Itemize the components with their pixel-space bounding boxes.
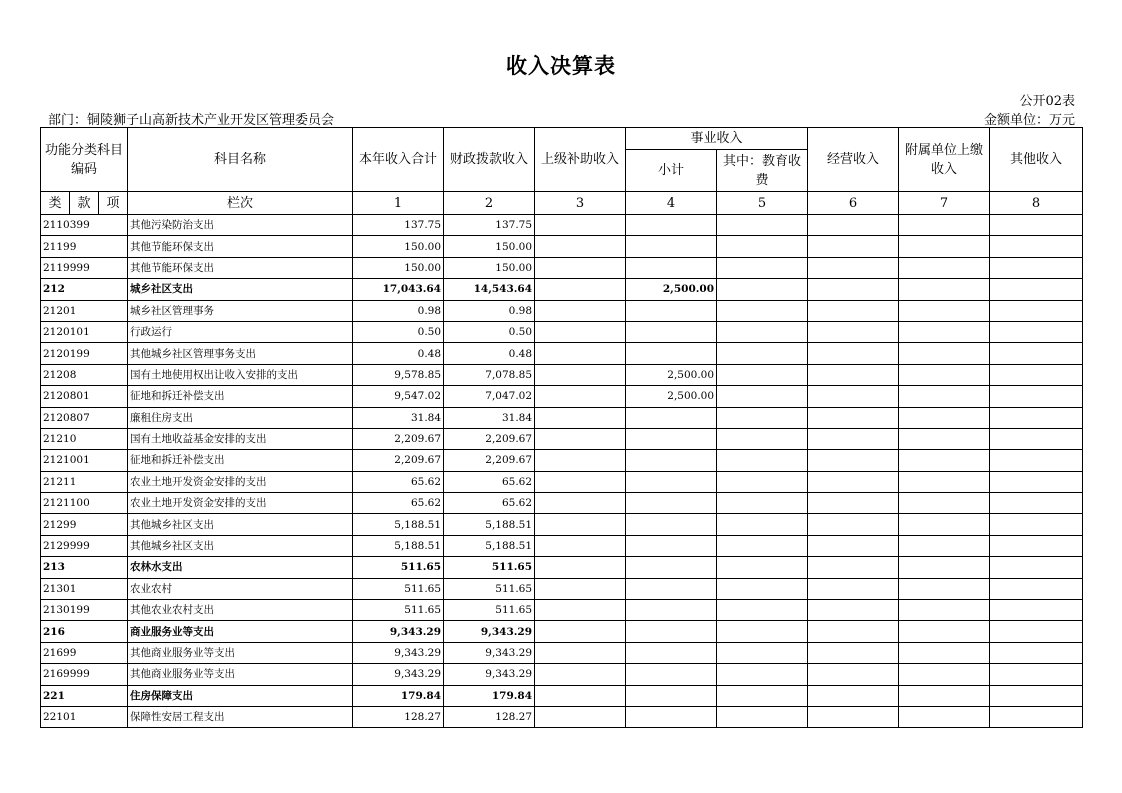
row-code: 2129999 <box>41 535 128 556</box>
col-num-5: 5 <box>717 192 808 215</box>
row-education <box>717 215 808 236</box>
header-business: 事业收入 <box>626 128 808 150</box>
row-code: 212 <box>41 279 128 300</box>
row-subsidy <box>535 428 626 449</box>
row-total: 0.98 <box>353 300 444 321</box>
row-education <box>717 642 808 663</box>
row-subsidy <box>535 642 626 663</box>
row-affiliated <box>899 535 990 556</box>
col-num-3: 3 <box>535 192 626 215</box>
row-fiscal: 128.27 <box>444 706 535 727</box>
row-education <box>717 493 808 514</box>
row-affiliated <box>899 514 990 535</box>
row-business-subtotal <box>626 664 717 685</box>
row-code: 221 <box>41 685 128 706</box>
row-name: 住房保障支出 <box>128 685 353 706</box>
row-business-subtotal <box>626 343 717 364</box>
row-affiliated <box>899 664 990 685</box>
row-code: 21299 <box>41 514 128 535</box>
row-total: 31.84 <box>353 407 444 428</box>
row-education <box>717 321 808 342</box>
row-code: 2120801 <box>41 386 128 407</box>
row-business-subtotal <box>626 535 717 556</box>
row-education <box>717 428 808 449</box>
col-num-4: 4 <box>626 192 717 215</box>
page-title: 收入决算表 <box>506 54 616 78</box>
row-code: 2120199 <box>41 343 128 364</box>
income-table <box>40 127 1083 728</box>
row-subsidy <box>535 706 626 727</box>
header-kuan: 款 <box>70 192 99 215</box>
row-code: 21199 <box>41 236 128 257</box>
row-fiscal: 2,209.67 <box>444 428 535 449</box>
row-code: 21699 <box>41 642 128 663</box>
row-name: 其他城乡社区管理事务支出 <box>128 343 353 364</box>
row-operating <box>808 450 899 471</box>
row-other <box>990 321 1083 342</box>
row-other <box>990 450 1083 471</box>
row-other <box>990 664 1083 685</box>
row-subsidy <box>535 600 626 621</box>
table-row <box>41 321 1083 342</box>
row-subsidy <box>535 621 626 642</box>
row-name: 农业土地开发资金安排的支出 <box>128 493 353 514</box>
form-number: 公开02表 <box>1019 94 1075 109</box>
row-education <box>717 514 808 535</box>
table-row <box>41 215 1083 236</box>
row-affiliated <box>899 386 990 407</box>
row-other <box>990 236 1083 257</box>
row-total: 9,547.02 <box>353 386 444 407</box>
row-affiliated <box>899 557 990 578</box>
row-business-subtotal: 2,500.00 <box>626 364 717 385</box>
row-education <box>717 364 808 385</box>
row-operating <box>808 407 899 428</box>
row-affiliated <box>899 428 990 449</box>
row-total: 150.00 <box>353 257 444 278</box>
row-affiliated <box>899 578 990 599</box>
row-business-subtotal <box>626 621 717 642</box>
row-affiliated <box>899 407 990 428</box>
row-name: 其他城乡社区支出 <box>128 514 353 535</box>
row-code: 213 <box>41 557 128 578</box>
row-operating <box>808 364 899 385</box>
row-total: 0.48 <box>353 343 444 364</box>
row-other <box>990 257 1083 278</box>
row-operating <box>808 257 899 278</box>
row-name: 行政运行 <box>128 321 353 342</box>
header-lei: 类 <box>41 192 70 215</box>
row-education <box>717 300 808 321</box>
row-operating <box>808 300 899 321</box>
row-code: 2121001 <box>41 450 128 471</box>
table-row <box>41 535 1083 556</box>
row-education <box>717 407 808 428</box>
row-other <box>990 364 1083 385</box>
table-row <box>41 450 1083 471</box>
header-fiscal: 财政拨款收入 <box>444 128 535 192</box>
row-education <box>717 578 808 599</box>
col-num-1: 1 <box>353 192 444 215</box>
row-affiliated <box>899 706 990 727</box>
table-row <box>41 706 1083 727</box>
row-affiliated <box>899 642 990 663</box>
row-name: 其他节能环保支出 <box>128 257 353 278</box>
row-business-subtotal <box>626 300 717 321</box>
header-education: 其中：教育收费 <box>717 150 808 192</box>
table-row <box>41 386 1083 407</box>
header-operating: 经营收入 <box>808 128 899 192</box>
row-other <box>990 600 1083 621</box>
row-business-subtotal <box>626 257 717 278</box>
row-name: 其他农业农村支出 <box>128 600 353 621</box>
row-affiliated <box>899 236 990 257</box>
header-other: 其他收入 <box>990 128 1083 192</box>
row-name: 其他商业服务业等支出 <box>128 664 353 685</box>
col-num-6: 6 <box>808 192 899 215</box>
row-name: 征地和拆迁补偿支出 <box>128 450 353 471</box>
row-business-subtotal <box>626 578 717 599</box>
row-total: 2,209.67 <box>353 450 444 471</box>
row-fiscal: 2,209.67 <box>444 450 535 471</box>
row-total: 511.65 <box>353 600 444 621</box>
row-education <box>717 343 808 364</box>
row-business-subtotal <box>626 471 717 492</box>
row-fiscal: 137.75 <box>444 215 535 236</box>
row-total: 137.75 <box>353 215 444 236</box>
row-affiliated <box>899 450 990 471</box>
row-total: 0.50 <box>353 321 444 342</box>
row-affiliated <box>899 471 990 492</box>
row-subsidy <box>535 535 626 556</box>
table-row <box>41 471 1083 492</box>
row-operating <box>808 279 899 300</box>
row-education <box>717 557 808 578</box>
row-operating <box>808 386 899 407</box>
row-fiscal: 150.00 <box>444 257 535 278</box>
row-code: 21208 <box>41 364 128 385</box>
row-business-subtotal <box>626 450 717 471</box>
row-business-subtotal <box>626 215 717 236</box>
row-total: 65.62 <box>353 493 444 514</box>
row-affiliated <box>899 685 990 706</box>
row-education <box>717 664 808 685</box>
row-operating <box>808 664 899 685</box>
row-name: 农业土地开发资金安排的支出 <box>128 471 353 492</box>
row-code: 21210 <box>41 428 128 449</box>
header-xiang: 项 <box>99 192 128 215</box>
row-operating <box>808 578 899 599</box>
row-education <box>717 257 808 278</box>
header-subtotal: 小计 <box>626 150 717 192</box>
row-business-subtotal <box>626 685 717 706</box>
row-affiliated <box>899 600 990 621</box>
row-total: 511.65 <box>353 578 444 599</box>
row-other <box>990 578 1083 599</box>
table-body <box>41 215 1083 728</box>
row-total: 9,343.29 <box>353 664 444 685</box>
row-total: 2,209.67 <box>353 428 444 449</box>
row-other <box>990 215 1083 236</box>
row-subsidy <box>535 685 626 706</box>
row-code: 22101 <box>41 706 128 727</box>
row-code: 2169999 <box>41 664 128 685</box>
row-code: 2110399 <box>41 215 128 236</box>
row-fiscal: 511.65 <box>444 578 535 599</box>
row-fiscal: 511.65 <box>444 600 535 621</box>
row-operating <box>808 471 899 492</box>
row-total: 17,043.64 <box>353 279 444 300</box>
row-total: 9,343.29 <box>353 642 444 663</box>
row-code: 2119999 <box>41 257 128 278</box>
unit-label: 金额单位：万元 <box>983 113 1075 128</box>
row-business-subtotal: 2,500.00 <box>626 386 717 407</box>
row-name: 商业服务业等支出 <box>128 621 353 642</box>
row-subsidy <box>535 300 626 321</box>
row-subsidy <box>535 386 626 407</box>
row-affiliated <box>899 621 990 642</box>
row-total: 511.65 <box>353 557 444 578</box>
row-subsidy <box>535 407 626 428</box>
row-other <box>990 343 1083 364</box>
table-row <box>41 621 1083 642</box>
row-subsidy <box>535 215 626 236</box>
table-row <box>41 407 1083 428</box>
row-education <box>717 236 808 257</box>
row-operating <box>808 236 899 257</box>
table-row <box>41 364 1083 385</box>
row-subsidy <box>535 236 626 257</box>
row-fiscal: 9,343.29 <box>444 642 535 663</box>
row-name: 其他节能环保支出 <box>128 236 353 257</box>
row-name: 其他城乡社区支出 <box>128 535 353 556</box>
row-operating <box>808 343 899 364</box>
row-affiliated <box>899 364 990 385</box>
row-name: 国有土地收益基金安排的支出 <box>128 428 353 449</box>
row-subsidy <box>535 450 626 471</box>
row-affiliated <box>899 257 990 278</box>
row-business-subtotal <box>626 428 717 449</box>
row-code: 2130199 <box>41 600 128 621</box>
row-fiscal: 14,543.64 <box>444 279 535 300</box>
row-total: 150.00 <box>353 236 444 257</box>
row-fiscal: 65.62 <box>444 471 535 492</box>
row-business-subtotal: 2,500.00 <box>626 279 717 300</box>
row-other <box>990 621 1083 642</box>
row-education <box>717 685 808 706</box>
row-name: 国有土地使用权出让收入安排的支出 <box>128 364 353 385</box>
table-row <box>41 664 1083 685</box>
row-fiscal: 511.65 <box>444 557 535 578</box>
row-operating <box>808 321 899 342</box>
row-code: 21301 <box>41 578 128 599</box>
row-total: 9,578.85 <box>353 364 444 385</box>
row-total: 179.84 <box>353 685 444 706</box>
row-code: 2120807 <box>41 407 128 428</box>
row-other <box>990 428 1083 449</box>
row-other <box>990 557 1083 578</box>
table-row <box>41 300 1083 321</box>
row-operating <box>808 642 899 663</box>
row-subsidy <box>535 321 626 342</box>
row-fiscal: 7,078.85 <box>444 364 535 385</box>
row-business-subtotal <box>626 514 717 535</box>
table-row <box>41 514 1083 535</box>
table-row <box>41 493 1083 514</box>
row-operating <box>808 514 899 535</box>
row-name: 农业农村 <box>128 578 353 599</box>
row-total: 5,188.51 <box>353 514 444 535</box>
row-fiscal: 65.62 <box>444 493 535 514</box>
row-business-subtotal <box>626 321 717 342</box>
table-row <box>41 578 1083 599</box>
row-operating <box>808 493 899 514</box>
header-affiliated: 附属单位上缴收入 <box>899 128 990 192</box>
col-num-7: 7 <box>899 192 990 215</box>
row-other <box>990 642 1083 663</box>
row-other <box>990 685 1083 706</box>
row-business-subtotal <box>626 642 717 663</box>
header-code: 功能分类科目编码 <box>41 128 128 192</box>
table-row <box>41 685 1083 706</box>
row-education <box>717 471 808 492</box>
row-name: 征地和拆迁补偿支出 <box>128 386 353 407</box>
row-education <box>717 450 808 471</box>
row-business-subtotal <box>626 600 717 621</box>
row-subsidy <box>535 557 626 578</box>
row-fiscal: 9,343.29 <box>444 621 535 642</box>
row-fiscal: 5,188.51 <box>444 535 535 556</box>
row-code: 2121100 <box>41 493 128 514</box>
row-other <box>990 386 1083 407</box>
col-num-2: 2 <box>444 192 535 215</box>
row-subsidy <box>535 578 626 599</box>
row-subsidy <box>535 279 626 300</box>
row-operating <box>808 600 899 621</box>
row-operating <box>808 685 899 706</box>
row-code: 216 <box>41 621 128 642</box>
row-subsidy <box>535 664 626 685</box>
table-row <box>41 236 1083 257</box>
row-fiscal: 7,047.02 <box>444 386 535 407</box>
col-num-8: 8 <box>990 192 1083 215</box>
row-business-subtotal <box>626 407 717 428</box>
table-row <box>41 343 1083 364</box>
row-other <box>990 279 1083 300</box>
row-code: 21211 <box>41 471 128 492</box>
row-affiliated <box>899 321 990 342</box>
row-fiscal: 0.98 <box>444 300 535 321</box>
row-name: 保障性安居工程支出 <box>128 706 353 727</box>
row-other <box>990 514 1083 535</box>
row-affiliated <box>899 279 990 300</box>
row-name: 农林水支出 <box>128 557 353 578</box>
row-other <box>990 471 1083 492</box>
row-business-subtotal <box>626 236 717 257</box>
row-business-subtotal <box>626 557 717 578</box>
row-fiscal: 0.50 <box>444 321 535 342</box>
row-total: 5,188.51 <box>353 535 444 556</box>
row-affiliated <box>899 343 990 364</box>
row-fiscal: 179.84 <box>444 685 535 706</box>
header-subsidy: 上级补助收入 <box>535 128 626 192</box>
row-subsidy <box>535 514 626 535</box>
table-row <box>41 257 1083 278</box>
row-name: 城乡社区管理事务 <box>128 300 353 321</box>
row-name: 其他污染防治支出 <box>128 215 353 236</box>
row-education <box>717 621 808 642</box>
row-other <box>990 300 1083 321</box>
row-other <box>990 407 1083 428</box>
row-business-subtotal <box>626 493 717 514</box>
row-affiliated <box>899 300 990 321</box>
table-row <box>41 428 1083 449</box>
table-row <box>41 279 1083 300</box>
row-operating <box>808 706 899 727</box>
row-education <box>717 386 808 407</box>
row-name: 其他商业服务业等支出 <box>128 642 353 663</box>
row-subsidy <box>535 257 626 278</box>
row-operating <box>808 621 899 642</box>
row-business-subtotal <box>626 706 717 727</box>
row-operating <box>808 557 899 578</box>
row-affiliated <box>899 215 990 236</box>
department-label: 部门：铜陵狮子山高新技术产业开发区管理委员会 <box>48 113 335 128</box>
row-name: 廉租住房支出 <box>128 407 353 428</box>
table-row <box>41 557 1083 578</box>
row-education <box>717 535 808 556</box>
row-fiscal: 5,188.51 <box>444 514 535 535</box>
header-name: 科目名称 <box>128 128 353 192</box>
row-fiscal: 9,343.29 <box>444 664 535 685</box>
row-operating <box>808 215 899 236</box>
table-row <box>41 642 1083 663</box>
row-name: 城乡社区支出 <box>128 279 353 300</box>
row-fiscal: 31.84 <box>444 407 535 428</box>
row-education <box>717 279 808 300</box>
row-total: 9,343.29 <box>353 621 444 642</box>
row-fiscal: 0.48 <box>444 343 535 364</box>
row-education <box>717 600 808 621</box>
header-lanci: 栏次 <box>128 192 353 215</box>
row-fiscal: 150.00 <box>444 236 535 257</box>
row-code: 2120101 <box>41 321 128 342</box>
row-subsidy <box>535 471 626 492</box>
row-subsidy <box>535 493 626 514</box>
row-subsidy <box>535 364 626 385</box>
row-other <box>990 706 1083 727</box>
row-affiliated <box>899 493 990 514</box>
row-subsidy <box>535 343 626 364</box>
row-other <box>990 535 1083 556</box>
row-total: 128.27 <box>353 706 444 727</box>
row-total: 65.62 <box>353 471 444 492</box>
row-operating <box>808 535 899 556</box>
row-other <box>990 493 1083 514</box>
header-total: 本年收入合计 <box>353 128 444 192</box>
table-row <box>41 600 1083 621</box>
row-code: 21201 <box>41 300 128 321</box>
row-education <box>717 706 808 727</box>
row-operating <box>808 428 899 449</box>
